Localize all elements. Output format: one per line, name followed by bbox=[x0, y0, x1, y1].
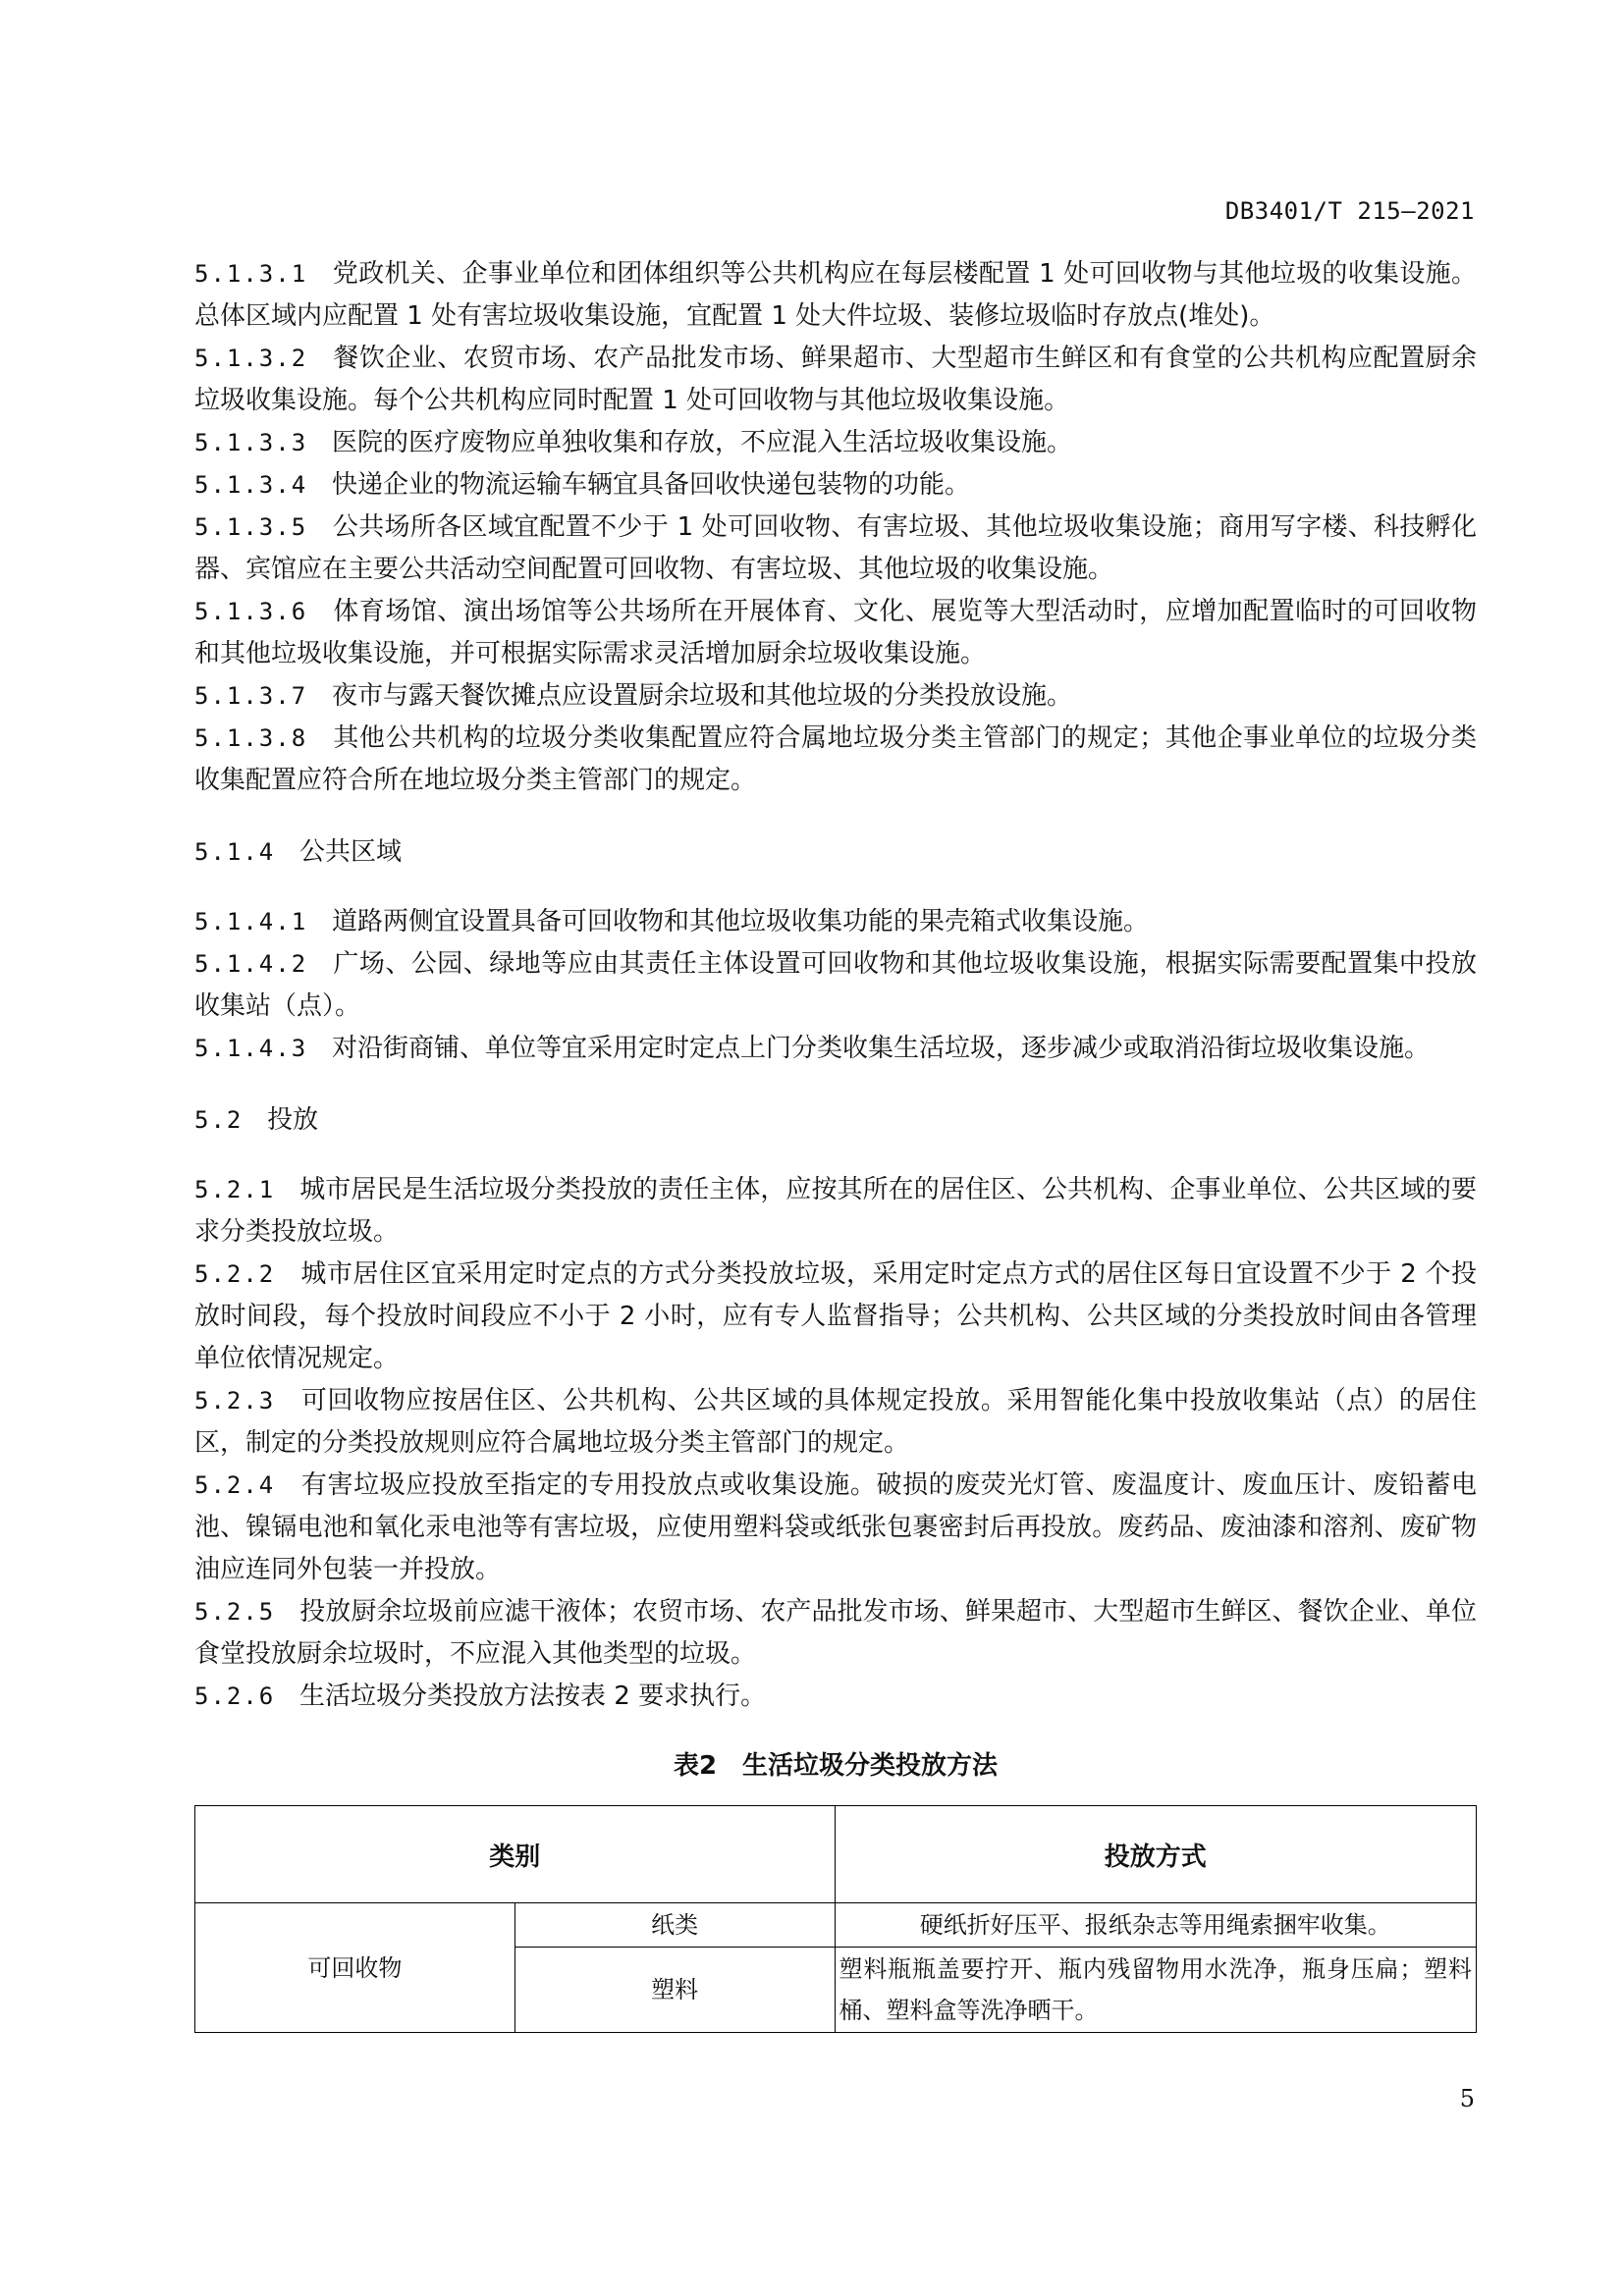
clause-5-1-3-4: 5.1.3.4 快递企业的物流运输车辆宜具备回收快递包装物的功能。 bbox=[194, 470, 970, 500]
table-title: 表2 生活垃圾分类投放方法 bbox=[673, 1751, 999, 1781]
method-cell: 塑料瓶瓶盖要拧开、瓶内残留物用水洗净，瓶身压扁；塑料桶、塑料盒等洗净晒干。 bbox=[835, 1948, 1477, 2033]
header-method: 投放方式 bbox=[835, 1806, 1477, 1903]
clause-5-1-3-3: 5.1.3.3 医院的医疗废物应单独收集和存放，不应混入生活垃圾收集设施。 bbox=[194, 428, 1072, 457]
clause-5-2-4: 5.2.4 有害垃圾应投放至指定的专用投放点或收集设施。破损的废荧光灯管、废温度计、废血压计、废铅蓄电池、镍镉电池和氧化汞电池等有害垃圾，应使用塑料袋或纸张包裹密封后再投放。废药品、废油漆和溶剂、废矿物油应连同外包装一并投放。 bbox=[194, 1470, 1477, 1584]
subcategory-cell: 纸类 bbox=[514, 1903, 835, 1948]
clause-5-1-4-1: 5.1.4.1 道路两侧宜设置具备可回收物和其他垃圾收集功能的果壳箱式收集设施。 bbox=[194, 907, 1149, 936]
clause-5-1-3-1: 5.1.3.1 党政机关、企事业单位和团体组织等公共机构应在每层楼配置 1 处可回收物与其他垃圾的收集设施。总体区域内应配置 1 处有害垃圾收集设施，宜配置 1 处大件垃圾、装修垃圾临时存放点(堆处)。 bbox=[194, 259, 1477, 331]
section-heading-5-2: 5.2 投放 bbox=[194, 1105, 319, 1135]
clause-5-1-4-2: 5.1.4.2 广场、公园、绿地等应由其责任主体设置可回收物和其他垃圾收集设施，根据实际需要配置集中投放收集站（点）。 bbox=[194, 949, 1477, 1021]
table-header-row bbox=[195, 1806, 1477, 1903]
page-number: 5 bbox=[1459, 2085, 1475, 2112]
clause-5-1-3-8: 5.1.3.8 其他公共机构的垃圾分类收集配置应符合属地垃圾分类主管部门的规定；其他企事业单位的垃圾分类收集配置应符合所在地垃圾分类主管部门的规定。 bbox=[194, 723, 1477, 795]
disposal-method-table bbox=[194, 1805, 1477, 2033]
clause-5-2-2: 5.2.2 城市居住区宜采用定时定点的方式分类投放垃圾，采用定时定点方式的居住区每日宜设置不少于 2 个投放时间段，每个投放时间段应不小于 2 小时，应有专人监督指导；公共机构、公共区域的分类投放时间由各管理单位依情况规定。 bbox=[194, 1259, 1478, 1373]
clause-5-1-4-3: 5.1.4.3 对沿街商铺、单位等宜采用定时定点上门分类收集生活垃圾，逐步减少或取消沿街垃圾收集设施。 bbox=[194, 1034, 1430, 1063]
header-category: 类别 bbox=[195, 1806, 836, 1903]
clause-5-1-3-7: 5.1.3.7 夜市与露天餐饮摊点应设置厨余垃圾和其他垃圾的分类投放设施。 bbox=[194, 681, 1072, 711]
table-row bbox=[195, 1903, 1477, 1948]
category-recyclable: 可回收物 bbox=[195, 1903, 515, 2033]
clause-5-1-3-6: 5.1.3.6 体育场馆、演出场馆等公共场所在开展体育、文化、展览等大型活动时，应增加配置临时的可回收物和其他垃圾收集设施，并可根据实际需求灵活增加厨余垃圾收集设施。 bbox=[194, 597, 1477, 668]
clause-5-1-3-2: 5.1.3.2 餐饮企业、农贸市场、农产品批发市场、鲜果超市、大型超市生鲜区和有食堂的公共机构应配置厨余垃圾收集设施。每个公共机构应同时配置 1 处可回收物与其他垃圾收集设施。 bbox=[194, 344, 1477, 415]
clause-5-2-6: 5.2.6 生活垃圾分类投放方法按表 2 要求执行。 bbox=[194, 1682, 767, 1711]
clause-5-1-3-5: 5.1.3.5 公共场所各区域宜配置不少于 1 处可回收物、有害垃圾、其他垃圾收集设施；商用写字楼、科技孵化器、宾馆应在主要公共活动空间配置可回收物、有害垃圾、其他垃圾的收集设施。 bbox=[194, 512, 1477, 584]
clause-5-2-1: 5.2.1 城市居民是生活垃圾分类投放的责任主体，应按其所在的居住区、公共机构、企事业单位、公共区域的要求分类投放垃圾。 bbox=[194, 1175, 1477, 1247]
page-content bbox=[194, 253, 1477, 2033]
document-code: DB3401/T 215—2021 bbox=[1224, 197, 1475, 225]
clause-5-2-5: 5.2.5 投放厨余垃圾前应滤干液体；农贸市场、农产品批发市场、鲜果超市、大型超市生鲜区、餐饮企业、单位食堂投放厨余垃圾时，不应混入其他类型的垃圾。 bbox=[194, 1597, 1477, 1669]
subcategory-cell: 塑料 bbox=[514, 1948, 835, 2033]
method-cell: 硬纸折好压平、报纸杂志等用绳索捆牢收集。 bbox=[835, 1903, 1477, 1948]
section-heading-5-1-4: 5.1.4 公共区域 bbox=[194, 837, 403, 867]
clause-5-2-3: 5.2.3 可回收物应按居住区、公共机构、公共区域的具体规定投放。采用智能化集中投放收集站（点）的居住区，制定的分类投放规则应符合属地垃圾分类主管部门的规定。 bbox=[194, 1386, 1477, 1458]
